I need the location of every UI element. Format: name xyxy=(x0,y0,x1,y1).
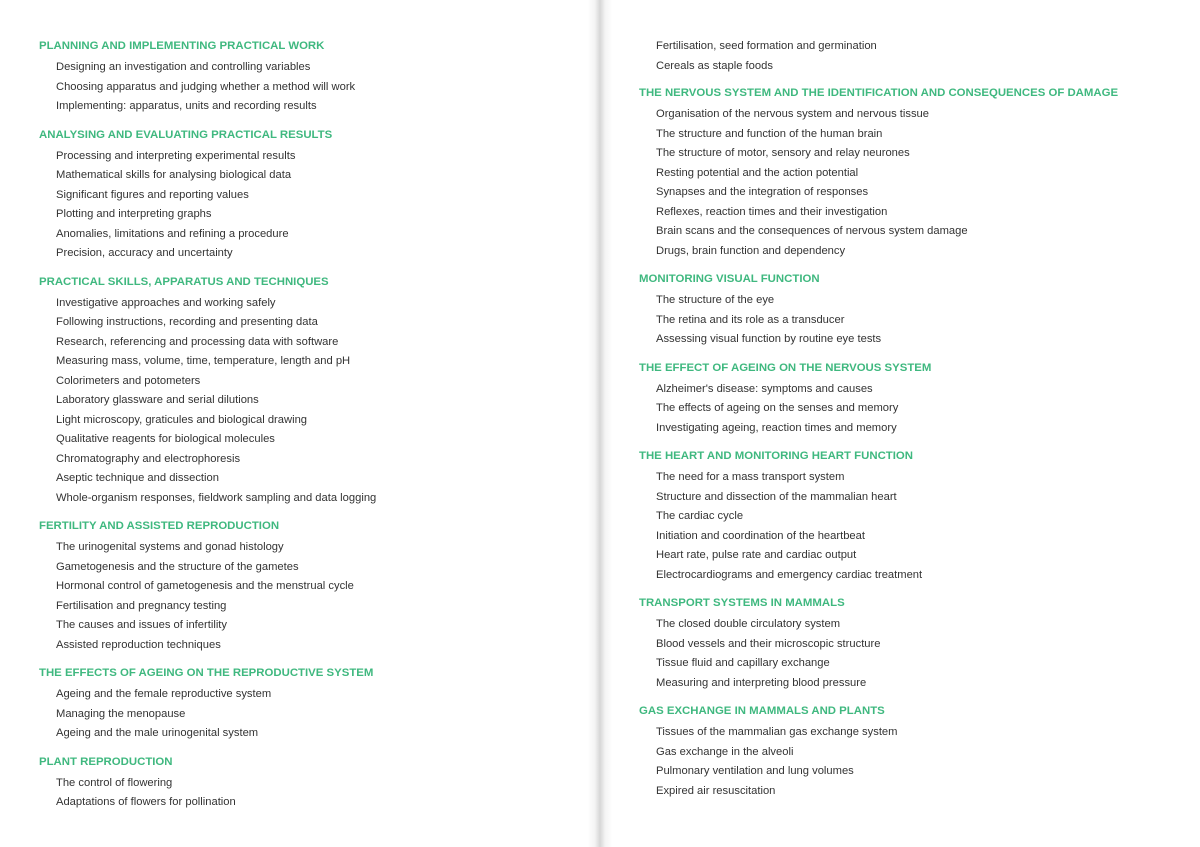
topic-item: Investigative approaches and working safely xyxy=(56,296,276,309)
topic-item: Managing the menopause xyxy=(56,707,186,720)
topic-list xyxy=(39,58,579,117)
section-heading: PLANT REPRODUCTION xyxy=(39,755,173,768)
topic-item: The closed double circulatory system xyxy=(656,618,841,630)
topic-item: Electrocardiograms and emergency cardiac treatment xyxy=(656,568,923,581)
topic-list xyxy=(39,774,579,813)
section-the-effects-of-ageing-on-the-reproductive-system xyxy=(39,664,579,744)
topic-list xyxy=(39,294,579,509)
topic-item: Processing and interpreting experimental results xyxy=(56,149,296,162)
topic-item: Cereals as staple foods xyxy=(656,59,773,72)
topic-item: Fertilisation, seed formation and germination xyxy=(656,40,877,52)
topic-item: Ageing and the female reproductive system xyxy=(56,688,272,700)
section-heading: THE EFFECTS OF AGEING ON THE REPRODUCTIVE SYSTEM xyxy=(39,667,374,679)
topic-item: Hormonal control of gametogenesis and the menstrual cycle xyxy=(56,580,354,592)
topic-item: Following instructions, recording and presenting data xyxy=(56,316,318,328)
section-planning-and-implementing-practical-work xyxy=(39,37,579,117)
topic-item: The effects of ageing on the senses and memory xyxy=(656,402,899,414)
topic-item: Implementing: apparatus, units and recording results xyxy=(56,100,317,112)
topic-item: Alzheimer's disease: symptoms and causes xyxy=(656,382,873,395)
topic-item: Designing an investigation and controlling variables xyxy=(56,61,311,73)
topic-item: Initiation and coordination of the heartbeat xyxy=(656,529,865,542)
topic-item: Organisation of the nervous system and nervous tissue xyxy=(656,108,929,120)
section-heading: THE EFFECT OF AGEING ON THE NERVOUS SYSTEM xyxy=(639,361,932,374)
topic-item: Tissues of the mammalian gas exchange system xyxy=(656,726,898,738)
topic-item: Choosing apparatus and judging whether a method will work xyxy=(56,80,356,93)
section-practical-skills-apparatus-and-techniques xyxy=(39,273,579,509)
topic-item: Pulmonary ventilation and lung volumes xyxy=(656,765,854,777)
section-plant-reproduction xyxy=(39,753,579,813)
topic-item: Measuring mass, volume, time, temperature, length and pH xyxy=(56,355,351,367)
topic-item: Colorimeters and potometers xyxy=(56,374,201,387)
section-heading: GAS EXCHANGE IN MAMMALS AND PLANTS xyxy=(639,705,885,717)
section-the-heart-and-monitoring-heart-function xyxy=(639,447,1179,585)
topic-list xyxy=(639,105,1179,261)
topic-item: Gametogenesis and the structure of the gametes xyxy=(56,560,299,573)
topic-list xyxy=(639,468,1179,585)
topic-list xyxy=(639,723,1179,801)
topic-item: The causes and issues of infertility xyxy=(56,619,228,631)
topic-list xyxy=(39,538,579,655)
topic-list xyxy=(39,685,579,744)
topic-item: Reflexes, reaction times and their investigation xyxy=(656,205,888,218)
topic-item: Adaptations of flowers for pollination xyxy=(56,796,236,808)
section-heading: TRANSPORT SYSTEMS IN MAMMALS xyxy=(639,597,845,609)
topic-item: Fertilisation and pregnancy testing xyxy=(56,599,227,612)
section-heading: THE HEART AND MONITORING HEART FUNCTION xyxy=(639,450,913,462)
topic-item: Mathematical skills for analysing biological data xyxy=(56,169,292,181)
topic-item: The retina and its role as a transducer xyxy=(656,313,845,326)
section-heading: PRACTICAL SKILLS, APPARATUS AND TECHNIQUES xyxy=(39,275,329,288)
section-heading: FERTILITY AND ASSISTED REPRODUCTION xyxy=(39,520,280,532)
topic-item: Measuring and interpreting blood pressure xyxy=(656,676,867,689)
topic-item: Assessing visual function by routine eye tests xyxy=(656,333,882,345)
topic-item: Chromatography and electrophoresis xyxy=(56,452,241,465)
topic-list xyxy=(639,380,1179,439)
topic-item: Blood vessels and their microscopic structure xyxy=(656,637,881,650)
topic-item: The structure and function of the human brain xyxy=(656,127,883,140)
section-the-nervous-system-and-the-identification-and-consequences-of-damage xyxy=(639,84,1179,261)
topic-item: Structure and dissection of the mammalian heart xyxy=(656,490,897,503)
topic-item: Ageing and the male urinogenital system xyxy=(56,727,259,739)
topic-item: Drugs, brain function and dependency xyxy=(656,244,846,257)
topic-item: Synapses and the integration of responses xyxy=(656,186,869,198)
topic-item: Investigating ageing, reaction times and memory xyxy=(656,421,897,434)
topic-item: Laboratory glassware and serial dilutions xyxy=(56,394,259,406)
topic-item: The control of flowering xyxy=(56,776,173,789)
topic-list xyxy=(639,291,1179,350)
topic-item: Gas exchange in the alveoli xyxy=(656,745,794,758)
topic-item: Aseptic technique and dissection xyxy=(56,472,219,484)
topic-item: Tissue fluid and capillary exchange xyxy=(656,657,830,669)
topic-item: The need for a mass transport system xyxy=(656,471,845,483)
topic-item: Assisted reproduction techniques xyxy=(56,638,221,651)
topic-item: Light microscopy, graticules and biological drawing xyxy=(56,413,308,426)
topic-item: The urinogenital systems and gonad histology xyxy=(56,541,284,553)
topic-item: Whole-organism responses, fieldwork sampling and data logging xyxy=(56,491,377,504)
section-gas-exchange-in-mammals-and-plants xyxy=(639,702,1179,801)
topic-item: The structure of motor, sensory and relay neurones xyxy=(656,147,910,159)
section-the-effect-of-ageing-on-the-nervous-system xyxy=(639,359,1179,439)
topic-item: Qualitative reagents for biological molecules xyxy=(56,433,275,445)
topic-item: Brain scans and the consequences of nervous system damage xyxy=(656,225,968,237)
topic-item: The structure of the eye xyxy=(656,294,775,306)
continued-topic-list xyxy=(639,37,1179,76)
left-page xyxy=(39,37,579,813)
topic-item: Significant figures and reporting values xyxy=(56,188,249,201)
topic-item: The cardiac cycle xyxy=(656,510,744,522)
topic-item: Expired air resuscitation xyxy=(656,784,776,797)
topic-item: Precision, accuracy and uncertainty xyxy=(56,247,233,259)
section-transport-systems-in-mammals xyxy=(639,594,1179,693)
section-heading: THE NERVOUS SYSTEM AND THE IDENTIFICATION AND CONSEQUENCES OF DAMAGE xyxy=(639,87,1119,99)
right-page-sections xyxy=(639,84,1179,801)
book-gutter xyxy=(588,0,612,847)
section-monitoring-visual-function xyxy=(639,270,1179,350)
section-heading: PLANNING AND IMPLEMENTING PRACTICAL WORK xyxy=(39,40,325,52)
topic-list xyxy=(39,147,579,264)
section-heading: MONITORING VISUAL FUNCTION xyxy=(639,273,820,285)
section-heading: ANALYSING AND EVALUATING PRACTICAL RESULTS xyxy=(39,128,333,141)
topic-item: Heart rate, pulse rate and cardiac output xyxy=(656,549,857,561)
right-page xyxy=(639,37,1179,801)
topic-item: Research, referencing and processing data with software xyxy=(56,335,339,348)
topic-item: Plotting and interpreting graphs xyxy=(56,208,212,220)
section-fertility-and-assisted-reproduction xyxy=(39,517,579,655)
topic-item: Resting potential and the action potential xyxy=(656,166,859,179)
topic-list xyxy=(639,615,1179,693)
section-analysing-and-evaluating-practical-results xyxy=(39,126,579,264)
topic-item: Anomalies, limitations and refining a procedure xyxy=(56,227,289,240)
